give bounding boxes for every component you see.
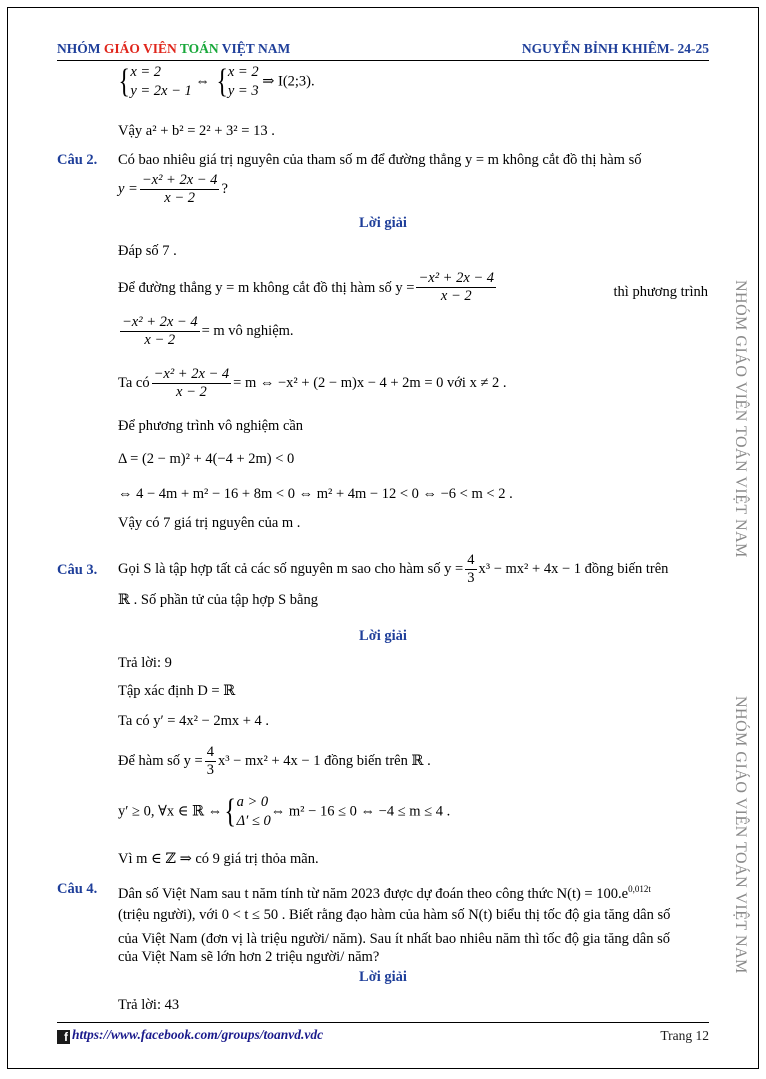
- solution-line: Vậy có 7 giá trị nguyên của m .: [118, 515, 301, 531]
- answer-line: Trả lời: 43: [118, 997, 180, 1013]
- conclusion-line: Vậy a² + b² = 2² + 3² = 13 .: [118, 123, 275, 139]
- solution-line: Ta có $\frac{\text{−x² + 2x − 4}}{x - 2}$ = m ⇔ −x² + (2 − m)x − 4 + 2m = 0 với x ≠ 2 .: [118, 366, 507, 400]
- facebook-icon: f: [57, 1030, 70, 1044]
- solution-line: ⇔ 4 − 4m + m² − 16 + 8m < 0 ⇔ m² + 4m − 12 < 0 ⇔ −6 < m < 2 .: [118, 486, 513, 502]
- page-header: [57, 41, 709, 59]
- question-text: của Việt Nam sẽ lớn hơn 2 triệu người/ năm?: [118, 949, 380, 965]
- system-equations: { x = 2 y = 2x − 1 ⇔ { x = 2 y = 3 ⇒ I(2;3).: [118, 63, 315, 100]
- question-function: y = $\frac{\text{−x² + 2x − 4}}{x - 2}$ ?: [118, 172, 228, 206]
- solution-line: $\frac{\text{−x² + 2x − 4}}{x - 2}$ = m vô nghiệm.: [122, 314, 294, 348]
- header-group-name: NHÓM GIÁO VIÊN TOÁN VIỆT NAM: [57, 41, 291, 56]
- solution-line: Vì m ∈ ℤ ⇒ có 9 giá trị thỏa mãn.: [118, 851, 319, 867]
- question-text: Dân số Việt Nam sau t năm tính từ năm 2023 được dự đoán theo công thức $N(t) = 100.e^{0,012t}$: [118, 884, 651, 902]
- solution-line: Δ = (2 − m)² + 4(−4 + 2m) < 0: [118, 451, 295, 467]
- header-divider: [57, 60, 709, 61]
- answer-line: Trả lời: 9: [118, 655, 172, 671]
- question-label: Câu 2.: [57, 152, 98, 168]
- footer-divider: [57, 1022, 709, 1023]
- solution-line: Để đường thẳng y = m không cắt đồ thị hàm số y = $\frac{\text{−x² + 2x − 4}}{x - 2}$ thì phương trình: [118, 270, 708, 304]
- answer-line: Đáp số 7 .: [118, 243, 177, 259]
- solution-title: Lời giải: [359, 215, 407, 231]
- question-text: Có bao nhiêu giá trị nguyên của tham số m để đường thẳng y = m không cắt đồ thị hàm số: [118, 152, 642, 168]
- question-text: (triệu người), với 0 < t ≤ 50 . Biết rằng đạo hàm của hàm số N(t) biểu thị tốc độ gia tăng dân số: [118, 907, 671, 923]
- question-label: Câu 3.: [57, 562, 98, 578]
- side-watermark: NHÓM GIÁO VIÊN TOÁN VIỆT NAM: [732, 280, 749, 558]
- question-text: của Việt Nam (đơn vị là triệu người/ năm). Sau ít nhất bao nhiêu năm thì tốc độ gia tăng dân số: [118, 931, 670, 947]
- solution-title: Lời giải: [359, 628, 407, 644]
- question-label: Câu 4.: [57, 881, 98, 897]
- header-school-name: NGUYỄN BỈNH KHIÊM- 24-25: [521, 41, 709, 56]
- solution-line: Ta có y′ = 4x² − 2mx + 4 .: [118, 713, 270, 729]
- solution-title: Lời giải: [359, 969, 407, 985]
- question-text: Gọi S là tập hợp tất cả các số nguyên m sao cho hàm số y = $\frac{4}{3}$ x³ − mx² + 4x − 1 đồng biến trên: [118, 552, 669, 586]
- solution-line: Để hàm số y = $\frac{4}{3}$ x³ − mx² + 4x − 1 đồng biến trên ℝ .: [118, 744, 431, 778]
- solution-line: Tập xác định D = ℝ: [118, 683, 236, 699]
- question-text: ℝ . Số phần tử của tập hợp S bằng: [118, 592, 318, 608]
- solution-line: Để phương trình vô nghiệm cần: [118, 418, 304, 434]
- facebook-group-link[interactable]: f https://www.facebook.com/groups/toanvd.vdc: [57, 1027, 323, 1044]
- side-watermark: NHÓM GIÁO VIÊN TOÁN VIỆT NAM: [732, 696, 749, 974]
- page-number: Trang 12: [660, 1028, 709, 1043]
- solution-line: y′ ≥ 0, ∀x ∈ ℝ ⇔{ a > 0 Δ′ ≤ 0 ⇔ m² − 16 ≤ 0 ⇔ −4 ≤ m ≤ 4 .: [118, 793, 451, 830]
